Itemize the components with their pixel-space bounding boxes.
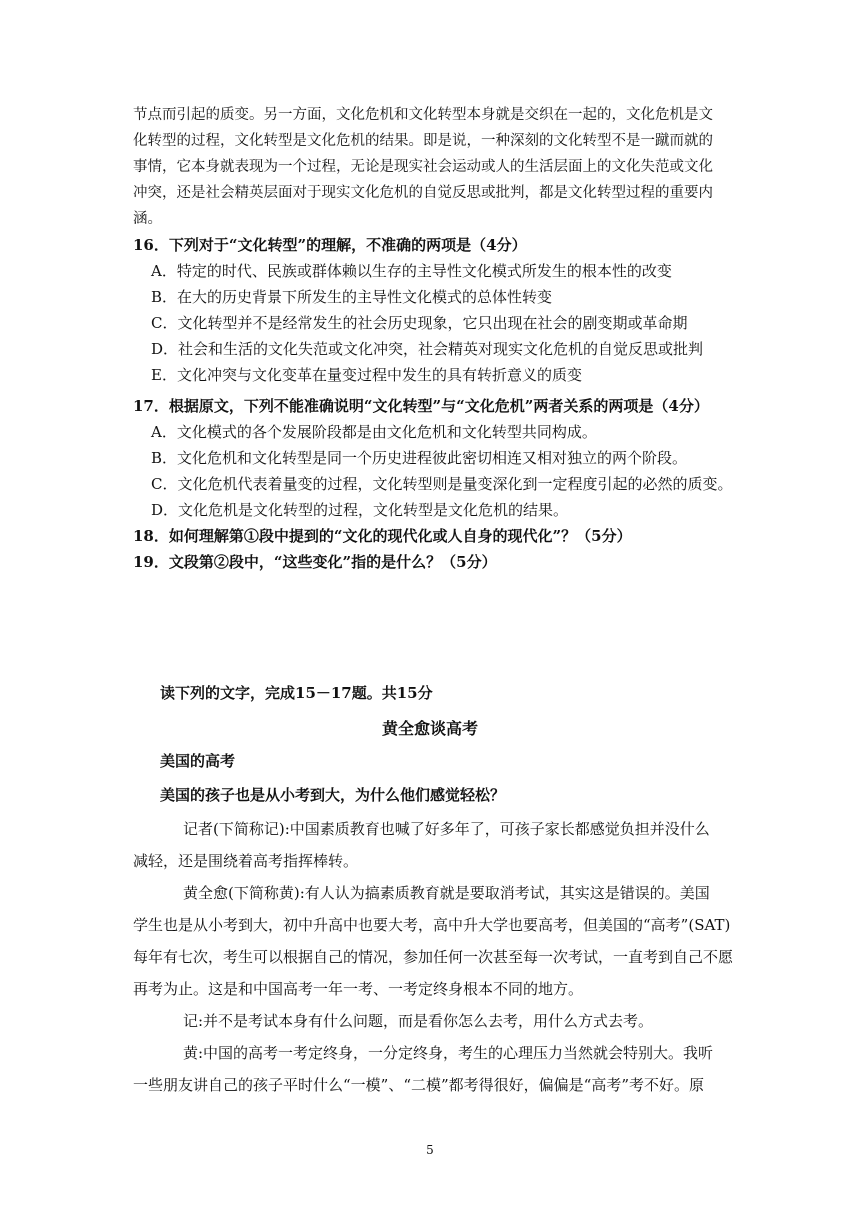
option-c: C．文化危机代表着量变的过程，文化转型则是量变深化到一定程度引起的必然的质变。 — [151, 475, 733, 493]
question-19 — [133, 549, 753, 575]
body-line: 再考为止。这是和中国高考一年一考、一考定终身根本不同的地方。 — [133, 980, 584, 998]
paragraph-line: 化转型的过程，文化转型是文化危机的结果。即是说，一种深刻的文化转型不是一蹴而就的 — [133, 133, 713, 149]
question-text: 18．如何理解第①段中提到的“文化的现代化或人自身的现代化”？（5分） — [133, 527, 632, 545]
option-e: E．文化冲突与文化变革在量变过程中发生的具有转折意义的质变 — [151, 366, 582, 384]
body-line: 记者(下简称记):中国素质教育也喊了好多年了，可孩子家长都感觉负担并没什么 — [183, 820, 710, 838]
paragraph-line: 节点而引起的质变。另一方面，文化危机和文化转型本身就是交织在一起的，文化危机是文 — [133, 107, 713, 123]
paragraph-line: 事情，它本身就表现为一个过程，无论是现实社会运动或人的生活层面上的文化失范或文化 — [133, 159, 713, 175]
question-text: 16．下列对于“文化转型”的理解，不准确的两项是（4分） — [133, 236, 527, 254]
option-b: B．文化危机和文化转型是同一个历史进程彼此密切相连又相对独立的两个阶段。 — [151, 449, 688, 467]
option-c: C．文化转型并不是经常发生的社会历史现象，它只出现在社会的剧变期或革命期 — [151, 314, 688, 332]
article-title: 黄全愈谈高考 — [381, 719, 478, 738]
article-section-heading: 美国的高考 — [160, 752, 236, 770]
body-line: 每年有七次，考生可以根据自己的情况，参加任何一次甚至每一次考试，一直考到自己不愿 — [133, 948, 734, 966]
question-text: 19．文段第②段中，“这些变化”指的是什么？（5分） — [133, 553, 497, 571]
paragraph-top — [133, 102, 733, 232]
option-a: A．文化模式的各个发展阶段都是由文化危机和文化转型共同构成。 — [151, 423, 597, 441]
article-subheading: 美国的孩子也是从小考到大，为什么他们感觉轻松？ — [160, 786, 506, 804]
body-line: 黄:中国的高考一考定终身，一分定终身，考生的心理压力当然就会特别大。我听 — [183, 1044, 714, 1062]
question-16 — [133, 232, 753, 388]
body-line: 减轻，还是围绕着高考指挥棒转。 — [133, 852, 359, 870]
body-line: 学生也是从小考到大，初中升高中也要大考，高中升大学也要高考，但美国的“高考”(SAT) — [133, 916, 731, 934]
option-d: D．文化危机是文化转型的过程，文化转型是文化危机的结果。 — [151, 501, 569, 519]
paragraph-line: 涵。 — [133, 211, 162, 227]
article-body — [133, 813, 733, 1101]
body-line: 记:并不是考试本身有什么问题，而是看你怎么去考，用什么方式去考。 — [183, 1012, 654, 1030]
page-number: 5 — [426, 1143, 434, 1157]
question-18 — [133, 523, 753, 549]
option-b: B．在大的历史背景下所发生的主导性文化模式的总体性转变 — [151, 288, 553, 306]
option-a: A．特定的时代、民族或群体赖以生存的主导性文化模式所发生的根本性的改变 — [151, 262, 672, 280]
paragraph-line: 冲突，还是社会精英层面对于现实文化危机的自觉反思或批判，都是文化转型过程的重要内 — [133, 185, 713, 201]
body-line: 黄全愈(下简称黄):有人认为搞素质教育就是要取消考试，其实这是错误的。美国 — [183, 884, 710, 902]
option-d: D．社会和生活的文化失范或文化冲突，社会精英对现实文化危机的自觉反思或批判 — [151, 340, 704, 358]
question-17 — [133, 393, 753, 523]
question-text: 17．根据原文，下列不能准确说明“文化转型”与“文化危机”两者关系的两项是（4分） — [133, 397, 709, 415]
article-instruction: 读下列的文字，完成15－17题。共15分 — [160, 684, 433, 702]
body-line: 一些朋友讲自己的孩子平时什么“一模”、“二模”都考得很好，偏偏是“高考”考不好。原 — [133, 1076, 705, 1094]
